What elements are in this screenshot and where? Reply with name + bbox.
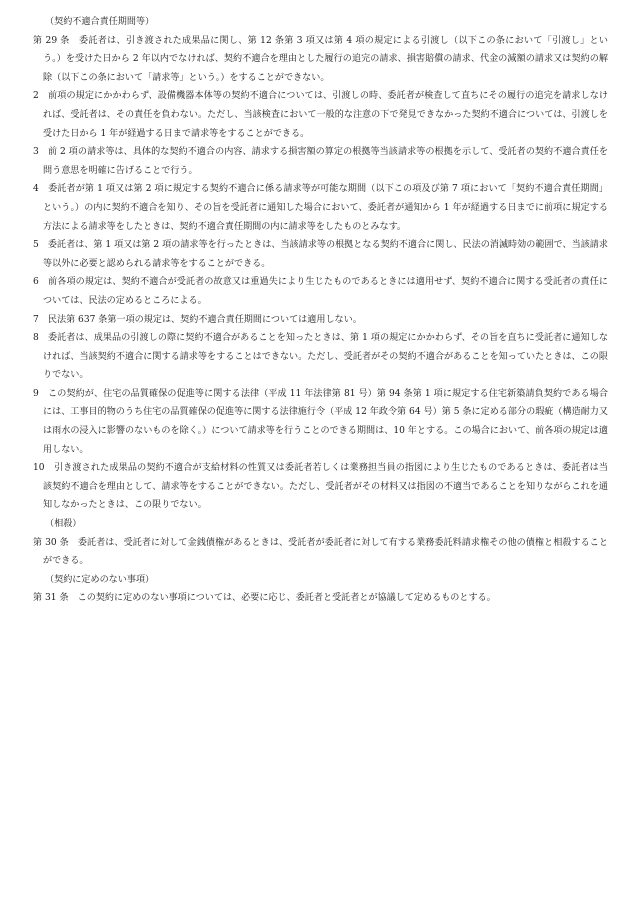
article-29-paragraph-8: 8 委託者は、成果品の引渡しの際に契約不適合があることを知ったときは、第 1 項の規定にかかわらず、その旨を直ちに受託者に通知しなければ、当該契約不適合に関する請求等をすることはできない。ただし、受託者がその契約不適合があることを知っていたときは、この限りでない。	[33, 333, 608, 381]
heading-article-31: （契約に定めのない事項）	[45, 574, 155, 585]
article-29-paragraph-7: 7 民法第 637 条第一項の規定は、契約不適合責任期間については適用しない。	[33, 314, 362, 325]
article-29-paragraph-3: 3 前 2 項の請求等は、具体的な契約不適合の内容、請求する損害額の算定の根拠等当該請求等の根拠を示して、受託者の契約不適合責任を問う意思を明確に告げることで行う。	[33, 147, 608, 176]
article-29-paragraph-2: 2 前項の規定にかかわらず、設備機器本体等の契約不適合については、引渡しの時、委託者が検査して直ちにその履行の追完を請求しなければ、受託者は、その責任を負わない。ただし、当該検査において一般的な注意の下で発見できなかった契約不適合については、引渡しを受けた日から 1 年が経過する日まで請求等をすることができる。	[33, 91, 608, 139]
article-29: 第 29 条 委託者は、引き渡された成果品に関し、第 12 条第 3 項又は第 4 項の規定による引渡し（以下この条において「引渡し」という。）を受けた日から 2 年以内でなければ、契約不適合を理由とした履行の追完の請求、損害賠償の請求、代金の減額の請求又は契約の解除（以下この条において「請求等」という。）をすることができない。	[33, 35, 608, 83]
article-29-paragraph-9: 9 この契約が、住宅の品質確保の促進等に関する法律（平成 11 年法律第 81 号）第 94 条第 1 項に規定する住宅新築請負契約である場合には、工事目的物のうち住宅の品質確保の促進等に関する法律施行令（平成 12 年政令第 64 号）第 5 条に定める部分の瑕疵（構造耐力又は雨水の浸入に影響のないものを除く。）について請求等を行うことのできる期間は、10 年とする。この場合において、前各項の規定は適用しない。	[33, 388, 608, 455]
heading-article-30: （相殺）	[45, 519, 82, 530]
heading-article-29: （契約不適合責任期間等）	[45, 17, 155, 27]
article-31: 第 31 条 この契約に定めのない事項については、必要に応じ、委託者と受託者とが協議して定めるものとする。	[33, 593, 496, 604]
article-30: 第 30 条 委託者は、受託者に対して金銭債権があるときは、受託者が委託者に対して有する業務委託料請求権その他の債権と相殺することができる。	[33, 537, 608, 567]
article-29-paragraph-4: 4 委託者が第 1 項又は第 2 項に規定する契約不適合に係る請求等が可能な期間（以下この項及び第 7 項において「契約不適合責任期間」という。）の内に契約不適合を知り、その旨を受託者に通知した場合において、委託者が通知から 1 年が経過する日までに前項に規定する方法による請求等をしたときは、契約不適合責任期間の内に請求等をしたものとみなす。	[33, 184, 608, 232]
article-29-paragraph-5: 5 委託者は、第 1 項又は第 2 項の請求等を行ったときは、当該請求等の根拠となる契約不適合に関し、民法の消滅時効の範囲で、当該請求等以外に必要と認められる請求等をすることができる。	[33, 240, 608, 269]
article-29-paragraph-6: 6 前各項の規定は、契約不適合が受託者の故意又は重過失により生じたものであるときには適用せず、契約不適合に関する受託者の責任については、民法の定めるところによる。	[33, 277, 608, 306]
article-29-paragraph-10: 10 引き渡された成果品の契約不適合が支給材料の性質又は委託者若しくは業務担当員の指図により生じたものであるときは、委託者は当該契約不適合を理由として、請求等をすることができない。ただし、受託者がその材料又は指図の不適当であることを知りながらこれを通知しなかったときは、この限りでない。	[33, 463, 608, 511]
